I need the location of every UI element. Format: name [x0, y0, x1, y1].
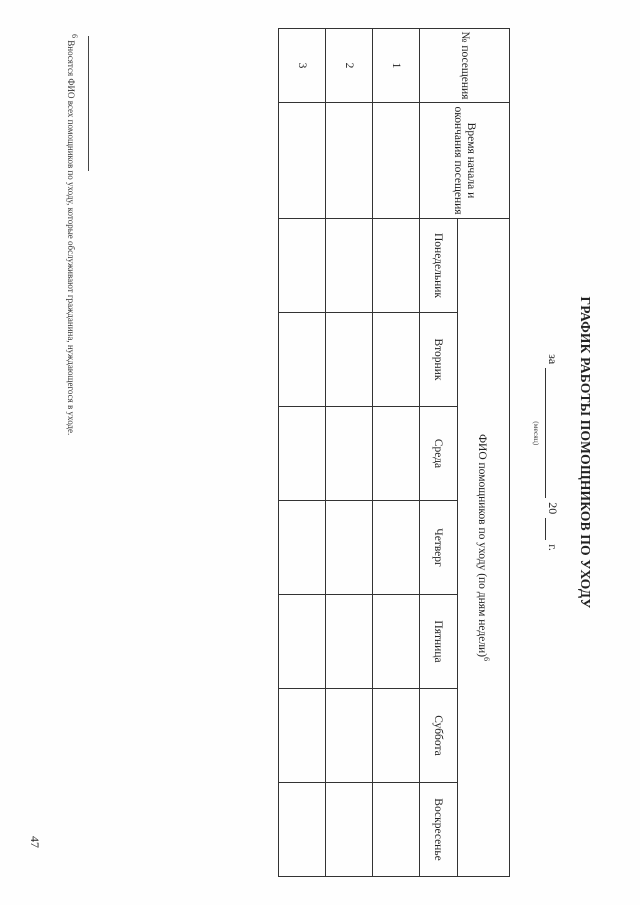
footnote-divider — [88, 36, 89, 171]
header-number: № посещения — [420, 29, 510, 103]
schedule-cell[interactable] — [326, 219, 373, 313]
schedule-cell[interactable] — [279, 783, 326, 877]
document-title: ГРАФИК РАБОТЫ ПОМОЩНИКОВ ПО УХОДУ — [578, 296, 593, 609]
day-saturday: Суббота — [420, 689, 458, 783]
day-friday: Пятница — [420, 595, 458, 689]
schedule-cell[interactable] — [373, 783, 420, 877]
day-sunday: Воскресенье — [420, 783, 458, 877]
table-row — [373, 29, 420, 877]
schedule-cell[interactable] — [326, 689, 373, 783]
schedule-cell[interactable] — [326, 595, 373, 689]
day-monday: Понедельник — [420, 219, 458, 313]
schedule-cell[interactable] — [326, 501, 373, 595]
time-cell[interactable] — [326, 103, 373, 219]
schedule-cell[interactable] — [373, 595, 420, 689]
schedule-cell[interactable] — [279, 689, 326, 783]
period-line — [532, 0, 560, 905]
schedule-cell[interactable] — [373, 501, 420, 595]
footnote-text: Вносятся ФИО всех помощников по уходу, которые обслуживают гражданина, нуждающегося в уходе. — [66, 40, 76, 436]
footnote — [66, 34, 79, 435]
time-cell[interactable] — [373, 103, 420, 219]
row-number: 1 — [373, 29, 420, 103]
schedule-table — [278, 28, 510, 877]
table-row — [326, 29, 373, 877]
schedule-cell[interactable] — [279, 313, 326, 407]
schedule-cell[interactable] — [279, 219, 326, 313]
day-tuesday: Вторник — [420, 313, 458, 407]
year-suffix: г. — [546, 544, 560, 551]
day-thursday: Четверг — [420, 501, 458, 595]
header-time: Время начала и окончания посещения — [420, 103, 510, 219]
page-number: 47 — [28, 836, 42, 848]
schedule-cell[interactable] — [326, 313, 373, 407]
group-footnote-marker: 6 — [481, 657, 491, 662]
schedule-cell[interactable] — [373, 689, 420, 783]
day-wednesday: Среда — [420, 407, 458, 501]
table-row — [279, 29, 326, 877]
row-number: 3 — [279, 29, 326, 103]
year-blank — [545, 518, 560, 540]
schedule-cell[interactable] — [279, 407, 326, 501]
schedule-cell[interactable] — [373, 219, 420, 313]
time-cell[interactable] — [279, 103, 326, 219]
year-prefix: 20 — [546, 502, 560, 515]
period-prefix: за — [546, 354, 560, 365]
schedule-cell[interactable] — [326, 783, 373, 877]
header-group: ФИО помощников по уходу (по дням недели)$^6$ — [458, 219, 510, 877]
schedule-cell[interactable] — [373, 313, 420, 407]
footnote-marker: 6 — [70, 34, 79, 38]
month-hint: (месяц) — [532, 421, 541, 446]
row-number: 2 — [326, 29, 373, 103]
schedule-cell[interactable] — [326, 407, 373, 501]
month-blank — [532, 368, 560, 498]
schedule-cell[interactable] — [373, 407, 420, 501]
schedule-cell[interactable] — [279, 595, 326, 689]
schedule-cell[interactable] — [279, 501, 326, 595]
